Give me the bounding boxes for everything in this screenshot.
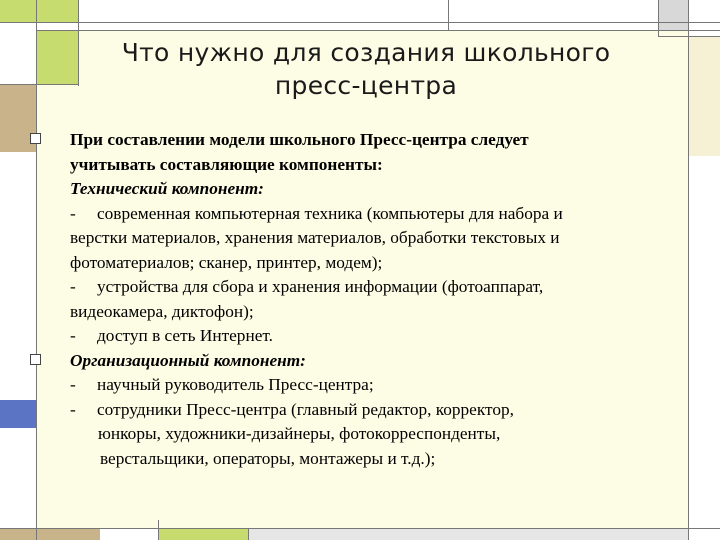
dash-item: - сотрудники Пресс-центра (главный редактор, корректор, (70, 399, 514, 419)
dash-item: - современная компьютерная техника (компьютеры для набора и (70, 203, 563, 223)
dash-item-cont: юнкоры, художники-дизайнеры, фотокорреспонденты, (98, 424, 501, 443)
dash-item-cont: верстальщики, операторы, монтажеры и т.д.); (100, 448, 436, 468)
title-line: пресс-центра (274, 71, 458, 100)
grid-line (658, 36, 720, 37)
decor-block-gray-bottom (248, 528, 688, 540)
section-heading: Организационный компонент: (70, 350, 306, 370)
dash-item-cont: верстки материалов, хранения материалов, обработки текстовых и (70, 228, 560, 247)
dash-item: - доступ в сеть Интернет. (70, 326, 273, 345)
section-heading: Технический компонент: (70, 179, 264, 198)
grid-line (688, 0, 689, 540)
grid-line (0, 84, 78, 85)
grid-line (658, 0, 659, 36)
decor-block-cream-right (688, 36, 720, 156)
dash-item-cont: видеокамера, диктофон); (70, 301, 254, 321)
slide-body (30, 128, 670, 471)
square-bullet-icon (30, 133, 41, 144)
page-title (76, 36, 656, 102)
grid-line (0, 22, 720, 23)
grid-line (248, 528, 249, 540)
intro-text: учитывать составляющие компоненты: (70, 154, 383, 174)
title-line: Что нужно для создания школьного (121, 38, 611, 67)
grid-line (36, 30, 720, 31)
grid-line (158, 520, 159, 540)
list-item (30, 128, 670, 349)
dash-item: - устройства для сбора и хранения информации (фотоаппарат, (70, 277, 544, 296)
decor-block-tan-bottom (0, 528, 100, 540)
grid-line (448, 0, 449, 30)
decor-block-green-top (0, 0, 78, 22)
list-item (30, 349, 670, 472)
intro-text: При составлении модели школьного Пресс-центра следует (70, 130, 529, 149)
decor-block-green-left (36, 30, 78, 84)
dash-item: - научный руководитель Пресс-центра; (70, 375, 374, 394)
dash-item-cont: фотоматериалов; сканер, принтер, модем); (70, 252, 383, 272)
square-bullet-icon (30, 354, 41, 365)
grid-line (0, 528, 720, 529)
